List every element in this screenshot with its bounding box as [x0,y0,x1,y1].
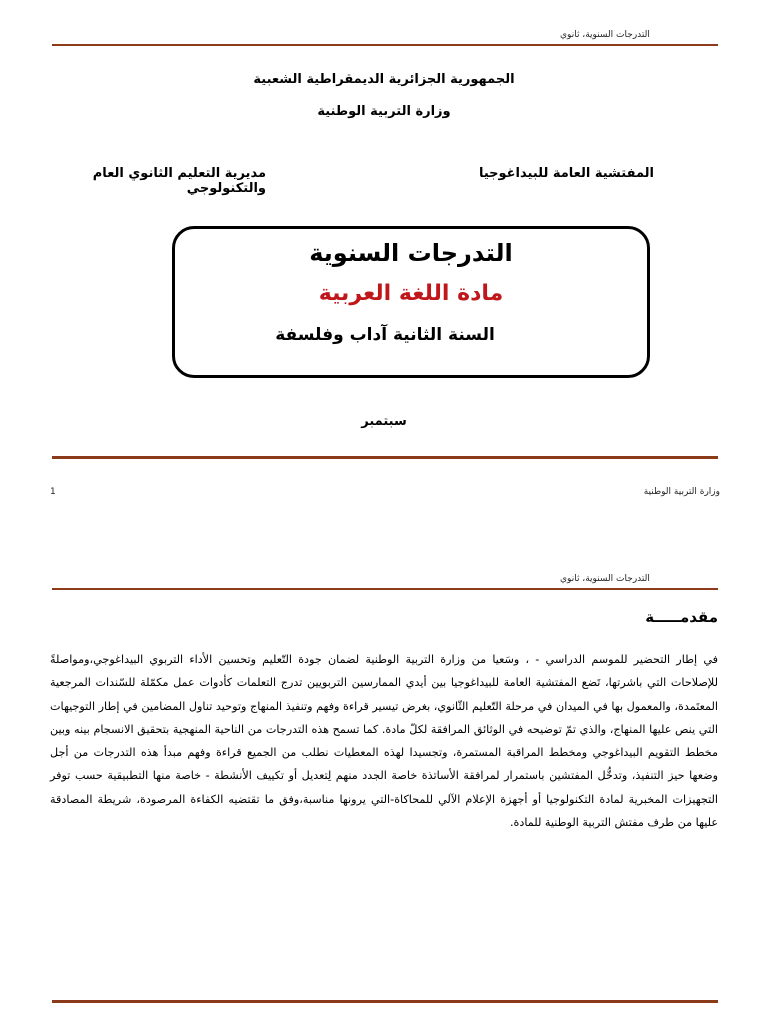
page1-footer-rule [52,456,718,459]
page-number: 1 [50,487,56,497]
title-box [172,226,650,378]
inspectorate-label: المفتشية العامة للبيداغوجيا [478,166,654,181]
page2-header-text: التدرجات السنوية، ثانوي [560,574,650,584]
box-level: السنة الثانية آداب وفلسفة [275,325,495,345]
intro-heading: مقدمـــــة [645,608,718,626]
box-title: التدرجات السنوية [309,239,513,267]
page1-header-text: التدرجات السنوية، ثانوي [560,30,650,40]
ministry-title: وزارة التربية الوطنية [317,104,451,119]
page1-header-rule [52,44,718,46]
directorate-label: مديرية التعليم الثانوي العام والتكنولوجي [92,166,266,196]
republic-title: الجمهورية الجزائرية الديمقراطية الشعبية [253,72,515,87]
page-gap [0,520,768,550]
intro-paragraph [50,648,718,834]
page1-footer-text: وزارة التربية الوطنية [643,487,720,497]
page2-header-rule [52,588,718,590]
box-subject: مادة اللغة العربية [318,281,504,306]
page2-footer-rule [52,1000,718,1003]
intro-paragraph-text: في إطار التحضير للموسم الدراسي - ، وسَعيا من وزارة التربية الوطنية لضمان جودة التّعليم وتحسين الأداء التربوي البيداغوجي،ومواصلةً للإصلاحات التي باشرتها، تَضع المفتشية العامة للبيداغوجيا بين أيدي الممارسين التربويين تدرج التعلمات كأدوات عمل مكمّلة للسّندات المرجعية المعتَمدة، والمعمول بها في الميدان في مرحلة التّعليم الثّانوي، بغرض تيسير قراءة وفهم وتنفيذ المنهاج وتوحيد تناول المضامين في إطار التوجيهات التي ينص عليها المنهاج، والذي تمّ توضيحه في الوثائق المرافقة لكلّ مادة. كما تسمح هذه التدرجات من الناحية المنهجية بتحقيق الانسجام بينه وبين مخطط التقويم البيداغوجي ومخطط المراقبة المستمرة، وتجسيدا لهذه المعطيات نطلب من الجميع قراءة وفهم مبدأ هذه التدرجات من أجل وضعها حيز التنفيذ، وتدخُّل المفتشين باستمرار لمرافقة الأساتذة خاصة الجدد منهم لِتعديل أو تكييف الأنشطة - خاصة منها التطبيقية حسب توفر التجهيزات المخبرية لمادة التكنولوجيا أو أجهزة الإعلام الآلي للمحاكاة-التي يرونها مناسبة،وفق ما تقتضيه الكفاءة المرصودة، شريطة المصادقة عليها من طرف مفتش التربية الوطنية للمادة. [50,653,718,830]
month-label: سبتمبر [361,414,407,429]
